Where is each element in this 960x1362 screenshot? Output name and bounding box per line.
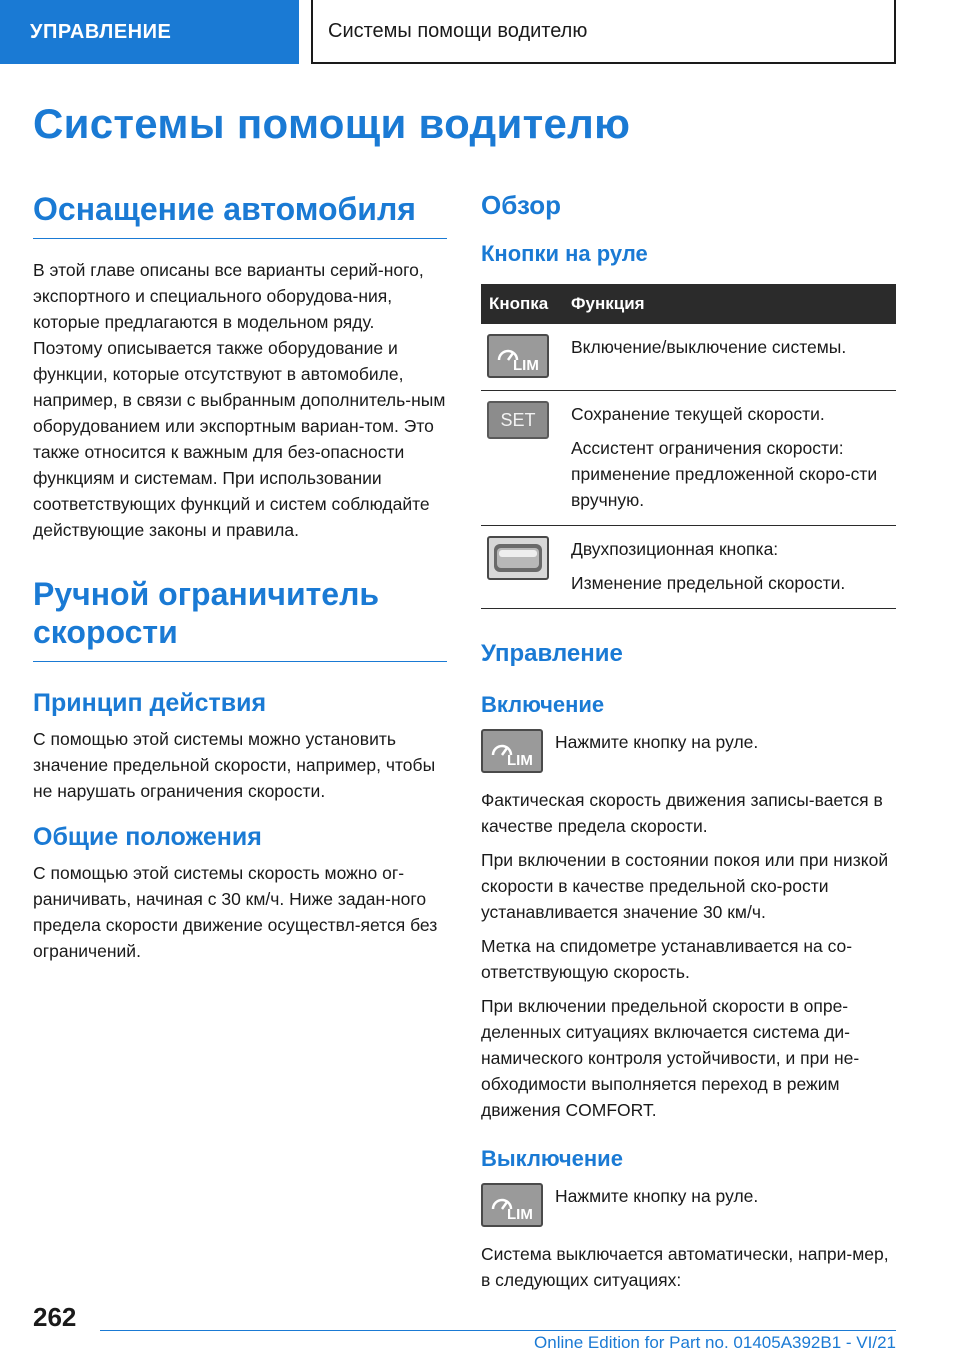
off-press-row bbox=[481, 1183, 896, 1227]
lim-button-icon bbox=[487, 334, 549, 378]
overview-heading: Обзор bbox=[481, 190, 561, 220]
on-paragraph-4: При включении предельной скорости в опре-деленных ситуациях включается система ди-намического контроля устойчивости, и при не-обходимости выполняется переход в режим движения COMFORT. bbox=[481, 996, 860, 1120]
function-cell bbox=[563, 391, 896, 526]
table-row bbox=[481, 324, 896, 391]
icon-cell bbox=[481, 324, 563, 391]
icon-cell bbox=[481, 526, 563, 609]
limiter-heading: Ручной ограничитель скорости bbox=[33, 575, 447, 662]
left-column bbox=[33, 190, 447, 964]
on-press-row bbox=[481, 729, 896, 773]
function-text: Сохранение текущей скорости. bbox=[571, 404, 825, 424]
buttons-heading: Кнопки на руле bbox=[481, 241, 648, 266]
on-paragraph-1: Фактическая скорость движения записы-вается в качестве предела скорости. bbox=[481, 790, 883, 836]
rocker-switch-icon bbox=[487, 536, 549, 580]
on-paragraph-3: Метка на спидометре устанавливается на со-ответствующую скорость. bbox=[481, 936, 853, 982]
table-row bbox=[481, 526, 896, 609]
page-title: Системы помощи водителю bbox=[33, 100, 631, 147]
equipment-heading: Оснащение автомобиля bbox=[33, 190, 447, 239]
control-heading: Управление bbox=[481, 640, 623, 667]
off-heading: Выключение bbox=[481, 1146, 623, 1171]
function-cell bbox=[563, 526, 896, 609]
on-paragraph-2: При включении в состоянии покоя или при низкой скорости в качестве предельной ско-рости устанавливается значение 30 км/ч. bbox=[481, 850, 889, 922]
function-text: Изменение предельной скорости. bbox=[571, 573, 846, 593]
function-cell bbox=[563, 324, 896, 391]
svg-text:LIM: LIM bbox=[507, 752, 533, 769]
footer-divider bbox=[100, 1330, 896, 1331]
chapter-title: Системы помощи водителю bbox=[311, 0, 896, 64]
general-heading: Общие положения bbox=[33, 823, 262, 851]
edition-text: Online Edition for Part no. 01405A392B1 - VI/21 bbox=[534, 1333, 896, 1352]
principle-text: С помощью этой системы можно установить значение предельной скорости, например, чтобы не нарушать ограничения скорости. bbox=[33, 729, 436, 801]
lim-button-icon bbox=[481, 1183, 543, 1227]
right-column bbox=[481, 190, 896, 1293]
icon-cell bbox=[481, 391, 563, 526]
function-text: Двухпозиционная кнопка: bbox=[571, 539, 779, 559]
svg-text:LIM: LIM bbox=[507, 1206, 533, 1223]
off-paragraph-1: Система выключается автоматически, напри-мер, в следующих ситуациях: bbox=[481, 1244, 889, 1290]
general-text: С помощью этой системы скорость можно ог-раничивать, начиная с 30 км/ч. Ниже задан-ного предела скорости движение осуществл-яется без ограничений. bbox=[33, 863, 438, 961]
col-function-header: Функция bbox=[563, 284, 896, 324]
function-text: Включение/выключение системы. bbox=[571, 337, 847, 357]
svg-text:LIM: LIM bbox=[513, 357, 539, 374]
section-tab: УПРАВЛЕНИЕ bbox=[0, 0, 299, 64]
buttons-table bbox=[481, 284, 896, 609]
page-number: 262 bbox=[33, 1302, 77, 1332]
function-text: Ассистент ограничения скорости: применение предложенной скоро-сти вручную. bbox=[571, 438, 878, 510]
set-button-icon: SET bbox=[487, 401, 549, 439]
col-button-header: Кнопка bbox=[481, 284, 563, 324]
equipment-text: В этой главе описаны все варианты серий-ного, экспортного и специального оборудова-ния, которые предлагаются в модельном ряду. Поэтому описывается также оборудование и функции, которые отсутствуют в автомобиле, например, в связи с выбранным дополнитель-ным оборудованием или экспортным вариан-том. Это также относится к важным для без-опасности функциям и системам. При использовании соответствующих функций и систем соблюдайте действующие законы и правила. bbox=[33, 260, 446, 540]
table-header-row bbox=[481, 284, 896, 324]
table-row bbox=[481, 391, 896, 526]
on-press-text: Нажмите кнопку на руле. bbox=[555, 732, 759, 752]
off-press-text: Нажмите кнопку на руле. bbox=[555, 1186, 759, 1206]
principle-heading: Принцип действия bbox=[33, 689, 267, 717]
on-heading: Включение bbox=[481, 692, 605, 717]
lim-button-icon bbox=[481, 729, 543, 773]
